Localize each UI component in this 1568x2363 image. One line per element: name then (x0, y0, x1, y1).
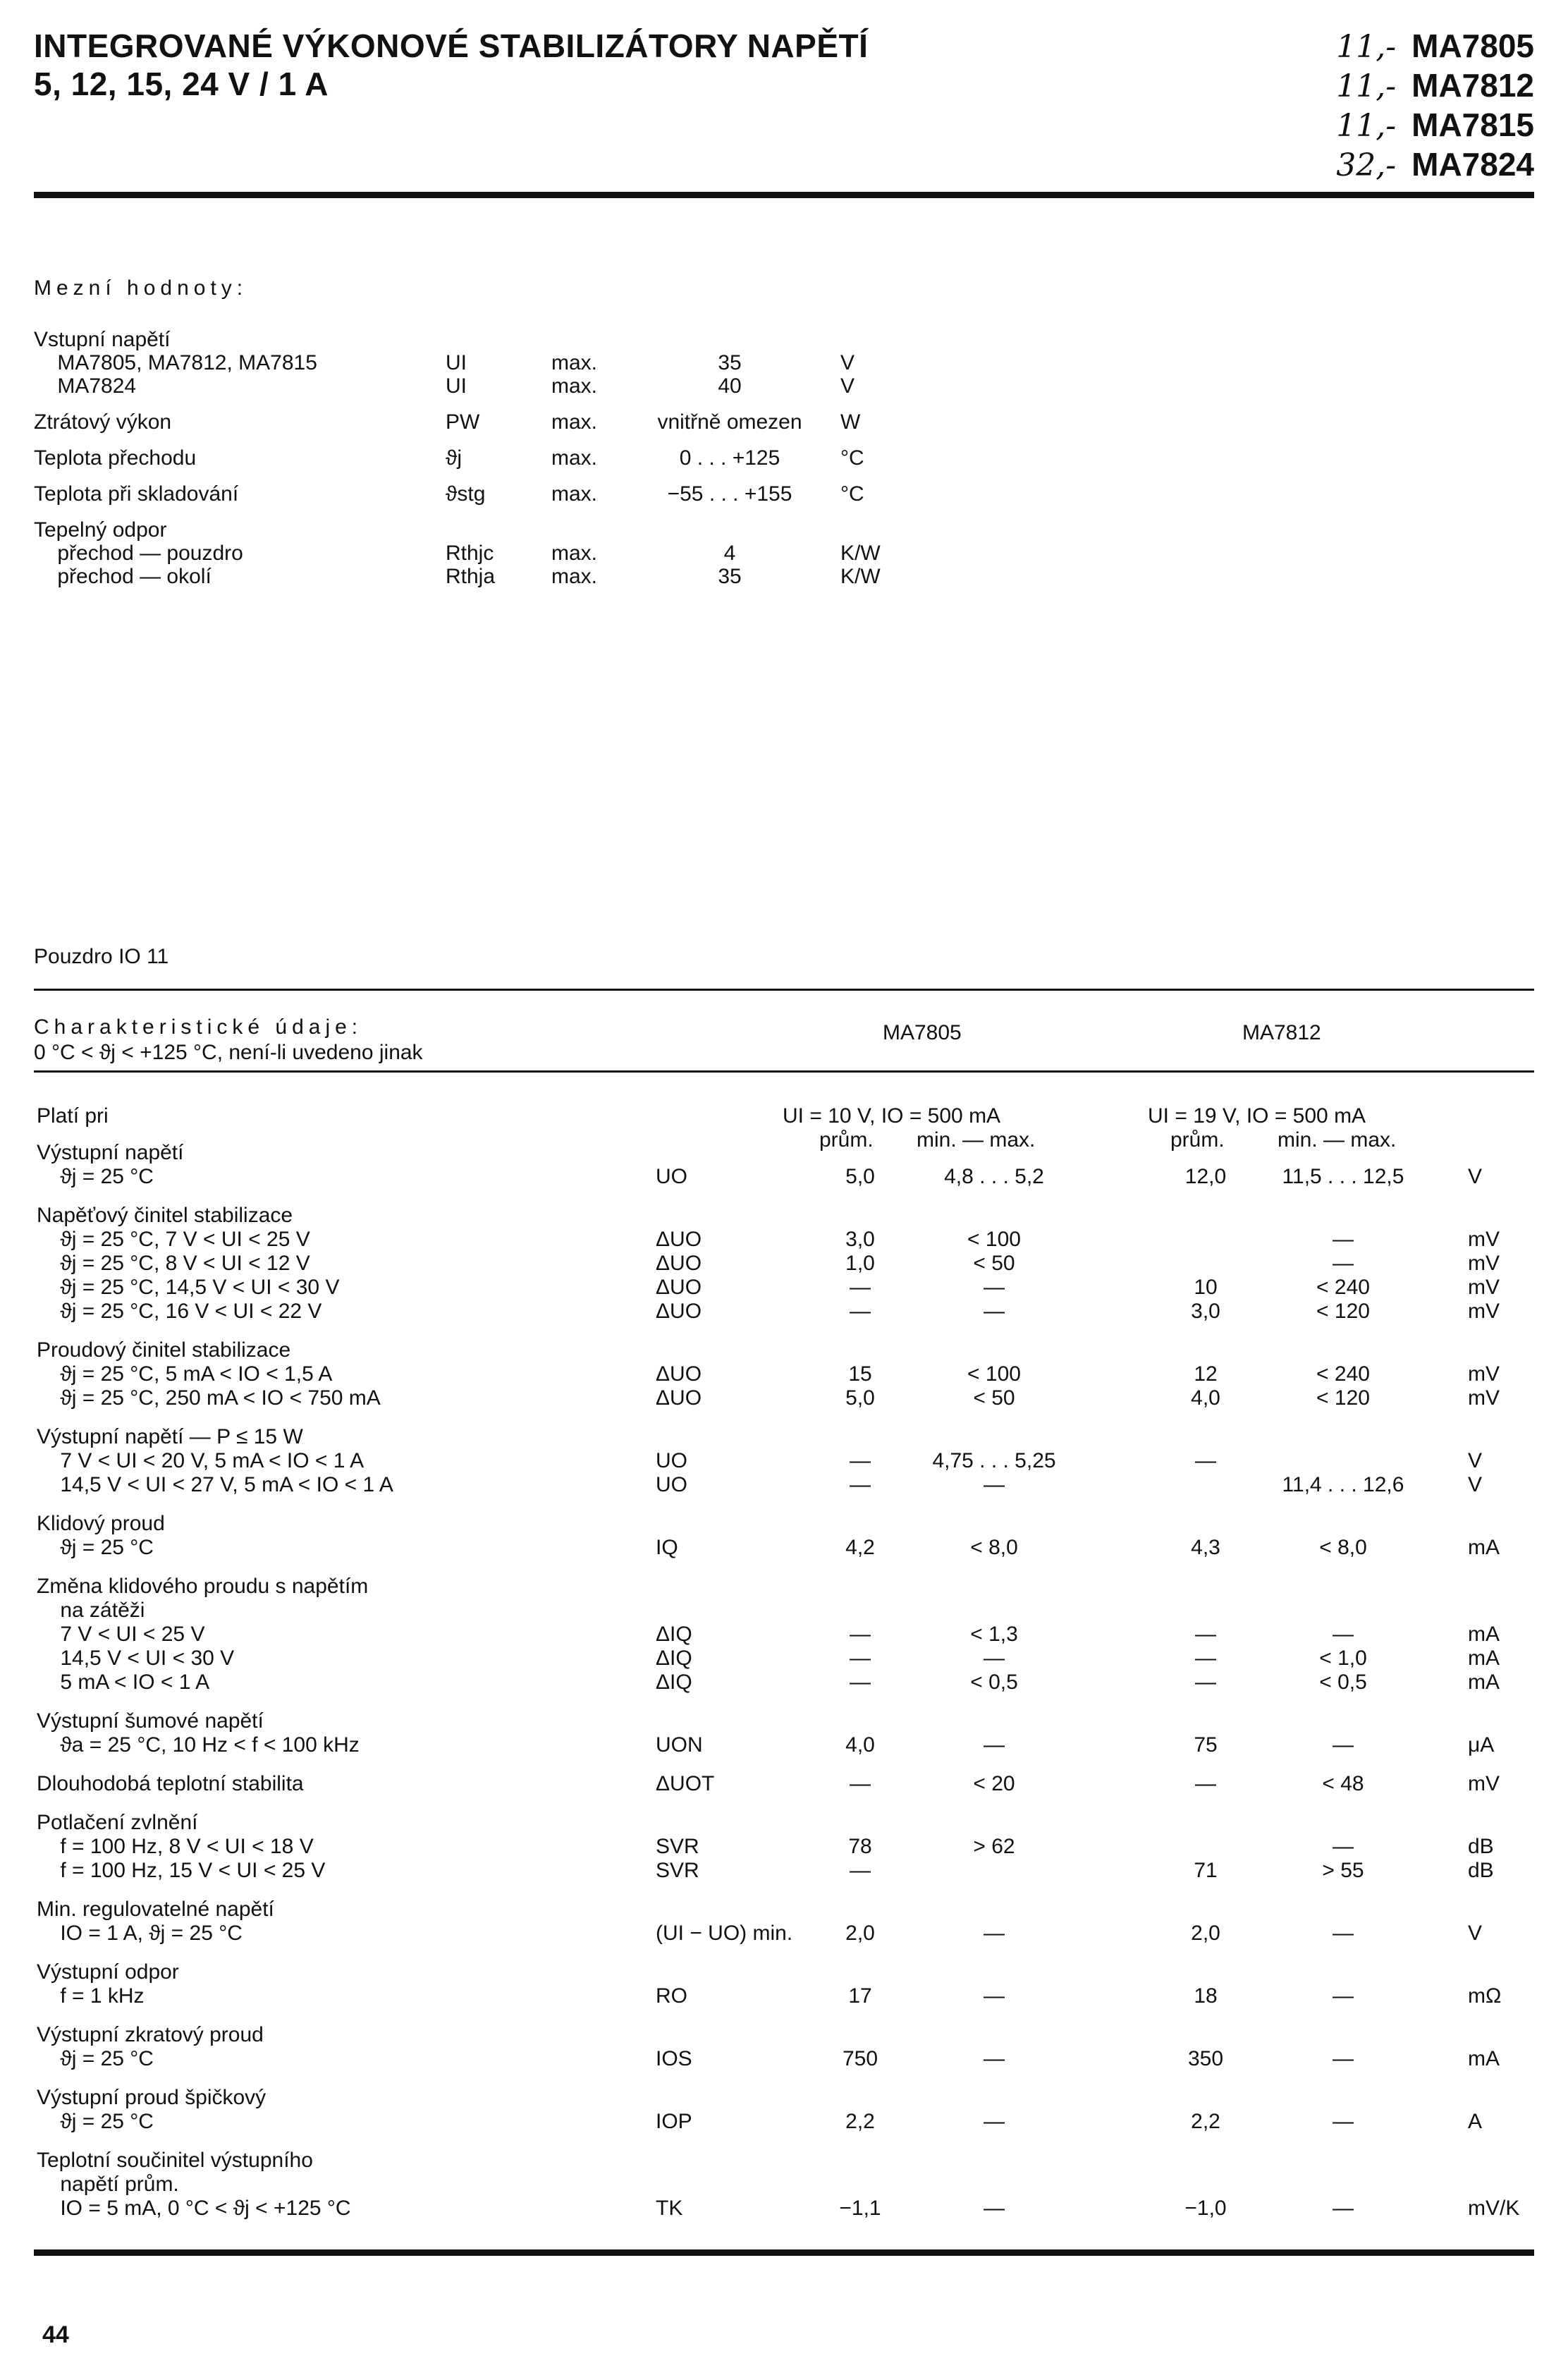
limit-value: 0 . . . +125 (679, 446, 780, 470)
char-label: Výstupní zkratový proud (37, 2023, 264, 2046)
char-range-ma7812: — (1333, 2047, 1354, 2070)
char-unit: mA (1468, 1623, 1500, 1646)
char-label: Dlouhodobá teplotní stabilita (37, 1772, 304, 1795)
limit-unit: W (840, 410, 861, 434)
limit-label: Tepelný odpor (34, 518, 167, 542)
char-avg-ma7812: 4,3 (1191, 1536, 1220, 1559)
char-range-ma7805: > 62 (973, 1835, 1015, 1858)
char-range-ma7812: — (1333, 1228, 1354, 1251)
model-row (1336, 27, 1534, 66)
char-range-ma7805: 4,75 . . . 5,25 (932, 1449, 1056, 1472)
char-label: ϑj = 25 °C, 14,5 V < UI < 30 V (37, 1276, 340, 1299)
limit-qualifier: max. (551, 374, 598, 398)
char-unit: dB (1468, 1859, 1494, 1882)
char-unit: mA (1468, 1647, 1500, 1670)
limit-symbol: ϑj (446, 446, 463, 470)
char-avg-ma7805: — (850, 1671, 871, 1694)
limits-heading: Mezní hodnoty: (34, 276, 248, 300)
limit-qualifier: max. (551, 482, 598, 506)
limit-value: vnitřně omezen (657, 410, 802, 434)
char-label: ϑa = 25 °C, 10 Hz < f < 100 kHz (37, 1733, 360, 1757)
characteristics-heading: Charakteristické údaje: (34, 1015, 363, 1039)
char-avg-ma7805: 3,0 (845, 1228, 875, 1251)
char-avg-ma7805: — (850, 1772, 871, 1795)
char-label: Výstupní napětí (37, 1141, 184, 1164)
char-unit: mV/K (1468, 2197, 1520, 2220)
char-avg-ma7812: 2,2 (1191, 2110, 1220, 2133)
char-range-ma7812: < 120 (1316, 1300, 1370, 1323)
char-label: ϑj = 25 °C, 7 V < UI < 25 V (37, 1228, 310, 1251)
char-range-ma7812: < 240 (1316, 1362, 1370, 1386)
char-range-ma7805: — (984, 2047, 1005, 2070)
char-label: f = 100 Hz, 8 V < UI < 18 V (37, 1835, 314, 1858)
limit-label: Vstupní napětí (34, 328, 171, 351)
char-label: Teplotní součinitel výstupního (37, 2149, 313, 2172)
char-unit: mV (1468, 1386, 1500, 1410)
plati-pri-label: Platí pri (37, 1104, 109, 1128)
model-name: MA7815 (1411, 106, 1534, 143)
char-symbol: SVR (656, 1835, 699, 1858)
char-avg-ma7805: 78 (848, 1835, 872, 1858)
char-range-ma7805: < 100 (967, 1228, 1021, 1251)
char-avg-ma7812: 2,0 (1191, 1922, 1220, 1945)
limit-symbol: PW (446, 410, 480, 434)
char-label: Napěťový činitel stabilizace (37, 1204, 293, 1227)
char-unit: mV (1468, 1300, 1500, 1323)
char-range-ma7805: < 50 (973, 1252, 1015, 1275)
char-unit: A (1468, 2110, 1483, 2133)
char-unit: mV (1468, 1252, 1500, 1275)
char-avg-ma7812: 75 (1194, 1733, 1218, 1757)
char-avg-ma7812: 10 (1194, 1276, 1218, 1299)
characteristics-subheading: 0 °C < ϑj < +125 °C, není-li uvedeno jinak (34, 1041, 423, 1064)
char-symbol: ΔUO (656, 1362, 702, 1386)
package-label: Pouzdro IO 11 (34, 945, 169, 968)
char-label: ϑj = 25 °C (37, 2110, 154, 2133)
char-label: ϑj = 25 °C (37, 1165, 154, 1188)
column-header-ma7805: MA7805 (883, 1021, 962, 1044)
model-row (1336, 145, 1534, 185)
char-range-ma7805: < 20 (973, 1772, 1015, 1795)
limit-value: 4 (723, 542, 736, 565)
limit-unit: V (840, 374, 855, 398)
char-label: na zátěži (37, 1599, 145, 1622)
char-unit: dB (1468, 1835, 1494, 1858)
char-label: ϑj = 25 °C, 5 mA < IO < 1,5 A (37, 1362, 333, 1386)
char-avg-ma7812: — (1195, 1772, 1216, 1795)
limit-symbol: UI (446, 374, 467, 398)
char-avg-ma7805: — (850, 1276, 871, 1299)
handwritten-price: 11,- (1336, 68, 1397, 104)
char-label: f = 1 kHz (37, 1984, 145, 2008)
char-label: napětí prům. (37, 2173, 179, 2196)
char-label: IO = 1 A, ϑj = 25 °C (37, 1922, 243, 1945)
char-symbol: TK (656, 2197, 683, 2220)
char-unit: V (1468, 1473, 1483, 1496)
limit-unit: °C (840, 482, 864, 506)
page-title: INTEGROVANÉ VÝKONOVÉ STABILIZÁTORY NAPĚTÍ (34, 28, 869, 64)
limit-label: MA7805, MA7812, MA7815 (34, 351, 317, 374)
char-range-ma7812: < 1,0 (1319, 1647, 1367, 1670)
char-label: 7 V < UI < 20 V, 5 mA < IO < 1 A (37, 1449, 365, 1472)
char-range-ma7805: — (984, 2110, 1005, 2133)
char-avg-ma7812: — (1195, 1623, 1216, 1646)
char-label: IO = 5 mA, 0 °C < ϑj < +125 °C (37, 2197, 351, 2220)
char-symbol: (UI − UO) min. (656, 1922, 793, 1945)
header-rule (34, 192, 1534, 198)
char-unit: mA (1468, 1671, 1500, 1694)
char-label: Výstupní proud špičkový (37, 2086, 267, 2109)
char-symbol: ΔUO (656, 1252, 702, 1275)
limit-symbol: Rthja (446, 565, 496, 588)
char-symbol: RO (656, 1984, 687, 2008)
subheader-avg-ma7812: prům. (1170, 1128, 1225, 1152)
char-range-ma7812: — (1333, 1623, 1354, 1646)
char-symbol: SVR (656, 1859, 699, 1882)
char-range-ma7805: < 8,0 (970, 1536, 1018, 1559)
limit-unit: K/W (840, 565, 881, 588)
subheader-minmax-ma7812: min. — max. (1278, 1128, 1397, 1152)
column-header-ma7812: MA7812 (1242, 1021, 1321, 1044)
char-range-ma7812: — (1333, 1984, 1354, 2008)
char-label: 14,5 V < UI < 27 V, 5 mA < IO < 1 A (37, 1473, 393, 1496)
char-range-ma7805: — (984, 1300, 1005, 1323)
char-avg-ma7812: −1,0 (1184, 2197, 1227, 2220)
char-range-ma7805: — (984, 1276, 1005, 1299)
limit-value: 35 (718, 565, 742, 588)
limit-label: přechod — pouzdro (34, 542, 243, 565)
char-range-ma7812: > 55 (1322, 1859, 1364, 1882)
limit-symbol: UI (446, 351, 467, 374)
model-row (1336, 66, 1534, 106)
footer-rule (34, 2249, 1534, 2256)
char-range-ma7805: < 0,5 (970, 1671, 1018, 1694)
limit-label: Teplota přechodu (34, 446, 197, 470)
limit-value: 40 (718, 374, 742, 398)
char-range-ma7805: — (984, 1984, 1005, 2008)
limit-unit: V (840, 351, 855, 374)
limit-unit: °C (840, 446, 864, 470)
char-avg-ma7812: 12 (1194, 1362, 1218, 1386)
model-name: MA7805 (1411, 28, 1534, 64)
char-avg-ma7812: — (1195, 1671, 1216, 1694)
char-avg-ma7812: — (1195, 1449, 1216, 1472)
char-symbol: ΔIQ (656, 1647, 692, 1670)
char-range-ma7812: < 120 (1316, 1386, 1370, 1410)
section-rule-bottom (34, 1070, 1534, 1073)
char-label: Potlačení zvlnění (37, 1811, 198, 1834)
char-avg-ma7805: 5,0 (845, 1165, 875, 1188)
char-avg-ma7805: — (850, 1300, 871, 1323)
char-range-ma7812: < 48 (1322, 1772, 1364, 1795)
char-range-ma7812: 11,4 . . . 12,6 (1282, 1473, 1404, 1496)
handwritten-price: 32,- (1336, 147, 1397, 183)
char-avg-ma7805: 5,0 (845, 1386, 875, 1410)
char-range-ma7812: 11,5 . . . 12,5 (1282, 1165, 1404, 1188)
char-avg-ma7812: 350 (1187, 2047, 1224, 2070)
char-range-ma7805: < 50 (973, 1386, 1015, 1410)
char-avg-ma7812: 4,0 (1191, 1386, 1220, 1410)
char-label: Změna klidového proudu s napětím (37, 1575, 369, 1598)
char-avg-ma7805: — (850, 1647, 871, 1670)
limit-value: −55 . . . +155 (667, 482, 792, 506)
limit-unit: K/W (840, 542, 881, 565)
section-rule-top (34, 989, 1534, 991)
char-range-ma7812: — (1333, 1922, 1354, 1945)
char-unit: mV (1468, 1362, 1500, 1386)
char-range-ma7812: — (1333, 2110, 1354, 2133)
char-symbol: ΔUO (656, 1276, 702, 1299)
char-label: ϑj = 25 °C, 16 V < UI < 22 V (37, 1300, 322, 1323)
model-row (1336, 106, 1534, 145)
limit-label: přechod — okolí (34, 565, 212, 588)
char-unit: mV (1468, 1228, 1500, 1251)
char-label: Výstupní napětí — P ≤ 15 W (37, 1425, 303, 1448)
char-symbol: IOS (656, 2047, 692, 2070)
char-avg-ma7812: 18 (1194, 1984, 1218, 2008)
char-label: Proudový činitel stabilizace (37, 1338, 291, 1362)
char-avg-ma7805: — (850, 1449, 871, 1472)
char-unit: μA (1468, 1733, 1495, 1757)
char-range-ma7805: — (984, 1647, 1005, 1670)
char-symbol: ΔUO (656, 1228, 702, 1251)
char-label: ϑj = 25 °C (37, 2047, 154, 2070)
char-label: ϑj = 25 °C, 250 mA < IO < 750 mA (37, 1386, 381, 1410)
char-symbol: ΔIQ (656, 1671, 692, 1694)
char-symbol: UO (656, 1449, 687, 1472)
char-range-ma7812: — (1333, 1835, 1354, 1858)
char-range-ma7805: < 100 (967, 1362, 1021, 1386)
char-label: f = 100 Hz, 15 V < UI < 25 V (37, 1859, 326, 1882)
char-avg-ma7812: — (1195, 1647, 1216, 1670)
char-range-ma7805: < 1,3 (970, 1623, 1018, 1646)
char-symbol: UON (656, 1733, 703, 1757)
char-label: Min. regulovatelné napětí (37, 1898, 274, 1921)
model-name: MA7824 (1411, 146, 1534, 183)
char-range-ma7812: < 240 (1316, 1276, 1370, 1299)
char-range-ma7812: < 0,5 (1319, 1671, 1367, 1694)
char-avg-ma7805: 4,2 (845, 1536, 875, 1559)
char-range-ma7812: — (1333, 2197, 1354, 2220)
char-unit: mV (1468, 1276, 1500, 1299)
model-name: MA7812 (1411, 67, 1534, 104)
char-label: 7 V < UI < 25 V (37, 1623, 205, 1646)
char-avg-ma7805: −1,1 (839, 2197, 881, 2220)
char-avg-ma7805: — (850, 1623, 871, 1646)
handwritten-price: 11,- (1336, 29, 1397, 65)
limit-qualifier: max. (551, 410, 598, 434)
condition-ma7812: UI = 19 V, IO = 500 mA (1148, 1104, 1366, 1128)
char-symbol: ΔIQ (656, 1623, 692, 1646)
page-number: 44 (42, 2321, 69, 2348)
char-symbol: IQ (656, 1536, 678, 1559)
limit-value: 35 (718, 351, 742, 374)
char-avg-ma7805: 1,0 (845, 1252, 875, 1275)
char-avg-ma7812: 3,0 (1191, 1300, 1220, 1323)
char-avg-ma7805: — (850, 1473, 871, 1496)
char-avg-ma7805: 2,0 (845, 1922, 875, 1945)
char-range-ma7812: — (1333, 1733, 1354, 1757)
char-label: Výstupní odpor (37, 1960, 179, 1984)
char-range-ma7805: 4,8 . . . 5,2 (944, 1165, 1044, 1188)
handwritten-price: 11,- (1336, 108, 1397, 144)
char-avg-ma7812: 71 (1194, 1859, 1218, 1882)
limit-label: MA7824 (34, 374, 137, 398)
char-unit: mV (1468, 1772, 1500, 1795)
limit-label: Ztrátový výkon (34, 410, 172, 434)
char-label: ϑj = 25 °C, 8 V < UI < 12 V (37, 1252, 310, 1275)
char-range-ma7805: — (984, 1473, 1005, 1496)
subheader-minmax-ma7805: min. — max. (917, 1128, 1036, 1152)
char-label: ϑj = 25 °C (37, 1536, 154, 1559)
char-range-ma7805: — (984, 2197, 1005, 2220)
char-label: Výstupní šumové napětí (37, 1709, 264, 1733)
char-avg-ma7805: 4,0 (845, 1733, 875, 1757)
char-label: Klidový proud (37, 1512, 165, 1535)
char-avg-ma7812: 12,0 (1184, 1165, 1227, 1188)
char-range-ma7812: — (1333, 1252, 1354, 1275)
limit-qualifier: max. (551, 446, 598, 470)
char-symbol: UO (656, 1165, 687, 1188)
limit-qualifier: max. (551, 565, 598, 588)
char-unit: mA (1468, 1536, 1500, 1559)
char-label: 5 mA < IO < 1 A (37, 1671, 210, 1694)
page-subtitle: 5, 12, 15, 24 V / 1 A (34, 66, 329, 102)
char-symbol: IOP (656, 2110, 692, 2133)
limit-label: Teplota při skladování (34, 482, 239, 506)
char-avg-ma7805: 750 (842, 2047, 878, 2070)
char-range-ma7805: — (984, 1922, 1005, 1945)
char-unit: V (1468, 1165, 1483, 1188)
char-label: 14,5 V < UI < 30 V (37, 1647, 235, 1670)
limit-symbol: ϑstg (446, 482, 486, 506)
condition-ma7805: UI = 10 V, IO = 500 mA (783, 1104, 1001, 1128)
char-symbol: ΔUO (656, 1300, 702, 1323)
limit-qualifier: max. (551, 542, 598, 565)
char-unit: mΩ (1468, 1984, 1502, 2008)
char-unit: V (1468, 1449, 1483, 1472)
char-unit: V (1468, 1922, 1483, 1945)
char-avg-ma7805: 2,2 (845, 2110, 875, 2133)
char-unit: mA (1468, 2047, 1500, 2070)
char-avg-ma7805: 15 (848, 1362, 872, 1386)
char-avg-ma7805: 17 (848, 1984, 872, 2008)
char-avg-ma7805: — (850, 1859, 871, 1882)
limit-symbol: Rthjc (446, 542, 494, 565)
char-range-ma7805: — (984, 1733, 1005, 1757)
model-list (1336, 27, 1534, 185)
char-symbol: ΔUOT (656, 1772, 715, 1795)
limit-qualifier: max. (551, 351, 598, 374)
char-range-ma7812: < 8,0 (1319, 1536, 1367, 1559)
char-symbol: ΔUO (656, 1386, 702, 1410)
subheader-avg-ma7805: prům. (819, 1128, 874, 1152)
char-symbol: UO (656, 1473, 687, 1496)
